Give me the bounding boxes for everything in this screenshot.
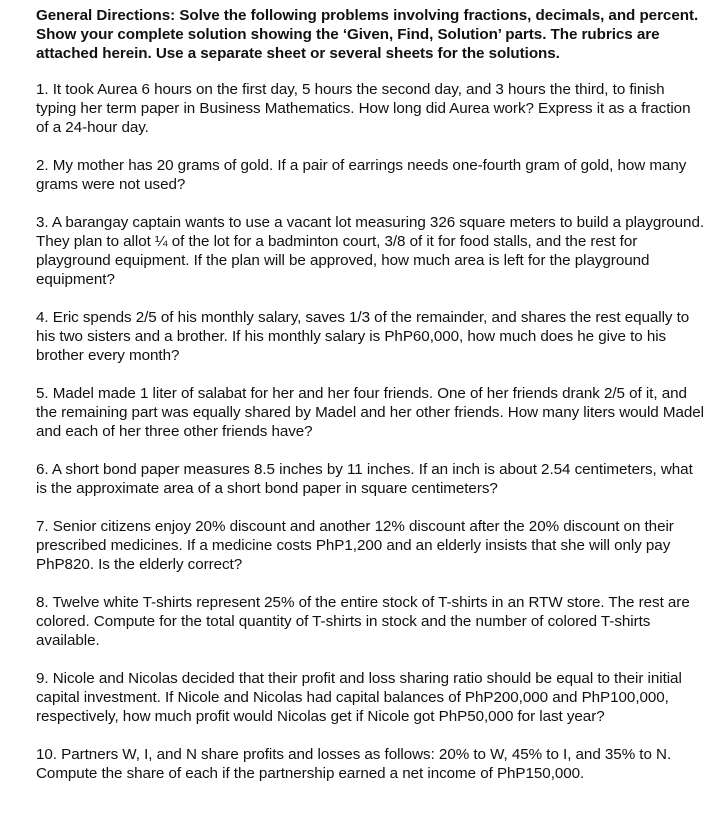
problem-number: 10.	[36, 746, 57, 763]
problem-number: 2.	[36, 157, 49, 174]
problem-6	[36, 460, 706, 498]
problem-text: Twelve white T-shirts represent 25% of the entire stock of T-shirts in an RTW store. The rest are colored. Compute for the total quantity of T-shirts in stock and the number of colored T-shirts available.	[36, 594, 690, 649]
problem-5	[36, 384, 706, 441]
directions-label: General Directions:	[36, 7, 176, 24]
problem-number: 7.	[36, 518, 49, 535]
problem-7	[36, 517, 706, 574]
problem-number: 3.	[36, 214, 49, 231]
problem-text: My mother has 20 grams of gold. If a pair of earrings needs one-fourth gram of gold, how many grams were not used?	[36, 157, 687, 193]
problem-2	[36, 156, 706, 194]
problem-10	[36, 745, 706, 783]
problem-number: 5.	[36, 385, 49, 402]
problem-text: A short bond paper measures 8.5 inches by 11 inches. If an inch is about 2.54 centimeters, what is the approximate area of a short bond paper in square centimeters?	[36, 461, 693, 497]
problem-text: It took Aurea 6 hours on the first day, 5 hours the second day, and 3 hours the third, to finish typing her term paper in Business Mathematics. How long did Aurea work? Express it as a fraction of a 24-hour day.	[36, 81, 691, 136]
problem-text: Nicole and Nicolas decided that their profit and loss sharing ratio should be equal to their initial capital investment. If Nicole and Nicolas had capital balances of PhP200,000 and PhP100,000, respectively, how much profit would Nicolas get if Nicole got PhP50,000 for last year?	[36, 670, 682, 725]
problem-text: Eric spends 2/5 of his monthly salary, saves 1/3 of the remainder, and shares the rest equally to his two sisters and a brother. If his monthly salary is PhP60,000, how much does he give to his brother every month?	[36, 309, 690, 364]
problem-number: 8.	[36, 594, 49, 611]
problem-1	[36, 80, 706, 137]
problem-text: Madel made 1 liter of salabat for her and her four friends. One of her friends drank 2/5 of it, and the remaining part was equally shared by Madel and her other friends. How many liters would Madel and each of her three other friends have?	[36, 385, 704, 440]
problem-9	[36, 669, 706, 726]
problem-3	[36, 213, 706, 289]
problem-8	[36, 593, 706, 650]
problem-text: A barangay captain wants to use a vacant lot measuring 326 square meters to build a playground. They plan to allot ¼ of the lot for a badminton court, 3/8 of it for food stalls, and the rest for playground equipment. If the plan will be approved, how much area is left for the playground equipment?	[36, 214, 705, 288]
problem-number: 1.	[36, 81, 49, 98]
problem-4	[36, 308, 706, 365]
problem-number: 6.	[36, 461, 49, 478]
problem-text: Partners W, I, and N share profits and losses as follows: 20% to W, 45% to I, and 35% to N. Compute the share of each if the partnership earned a net income of PhP150,000.	[36, 746, 672, 782]
directions-text: Solve the following problems involving fractions, decimals, and percent. Show your complete solution showing the ‘Given, Find, Solution’ parts. The rubrics are attached herein. Use a separate sheet or several sheets for the solutions.	[36, 7, 699, 62]
problem-number: 9.	[36, 670, 49, 687]
problem-number: 4.	[36, 309, 49, 326]
general-directions	[36, 6, 706, 63]
problem-text: Senior citizens enjoy 20% discount and another 12% discount after the 20% discount on their prescribed medicines. If a medicine costs PhP1,200 and an elderly insists that she will only pay PhP820. Is the elderly correct?	[36, 518, 674, 573]
